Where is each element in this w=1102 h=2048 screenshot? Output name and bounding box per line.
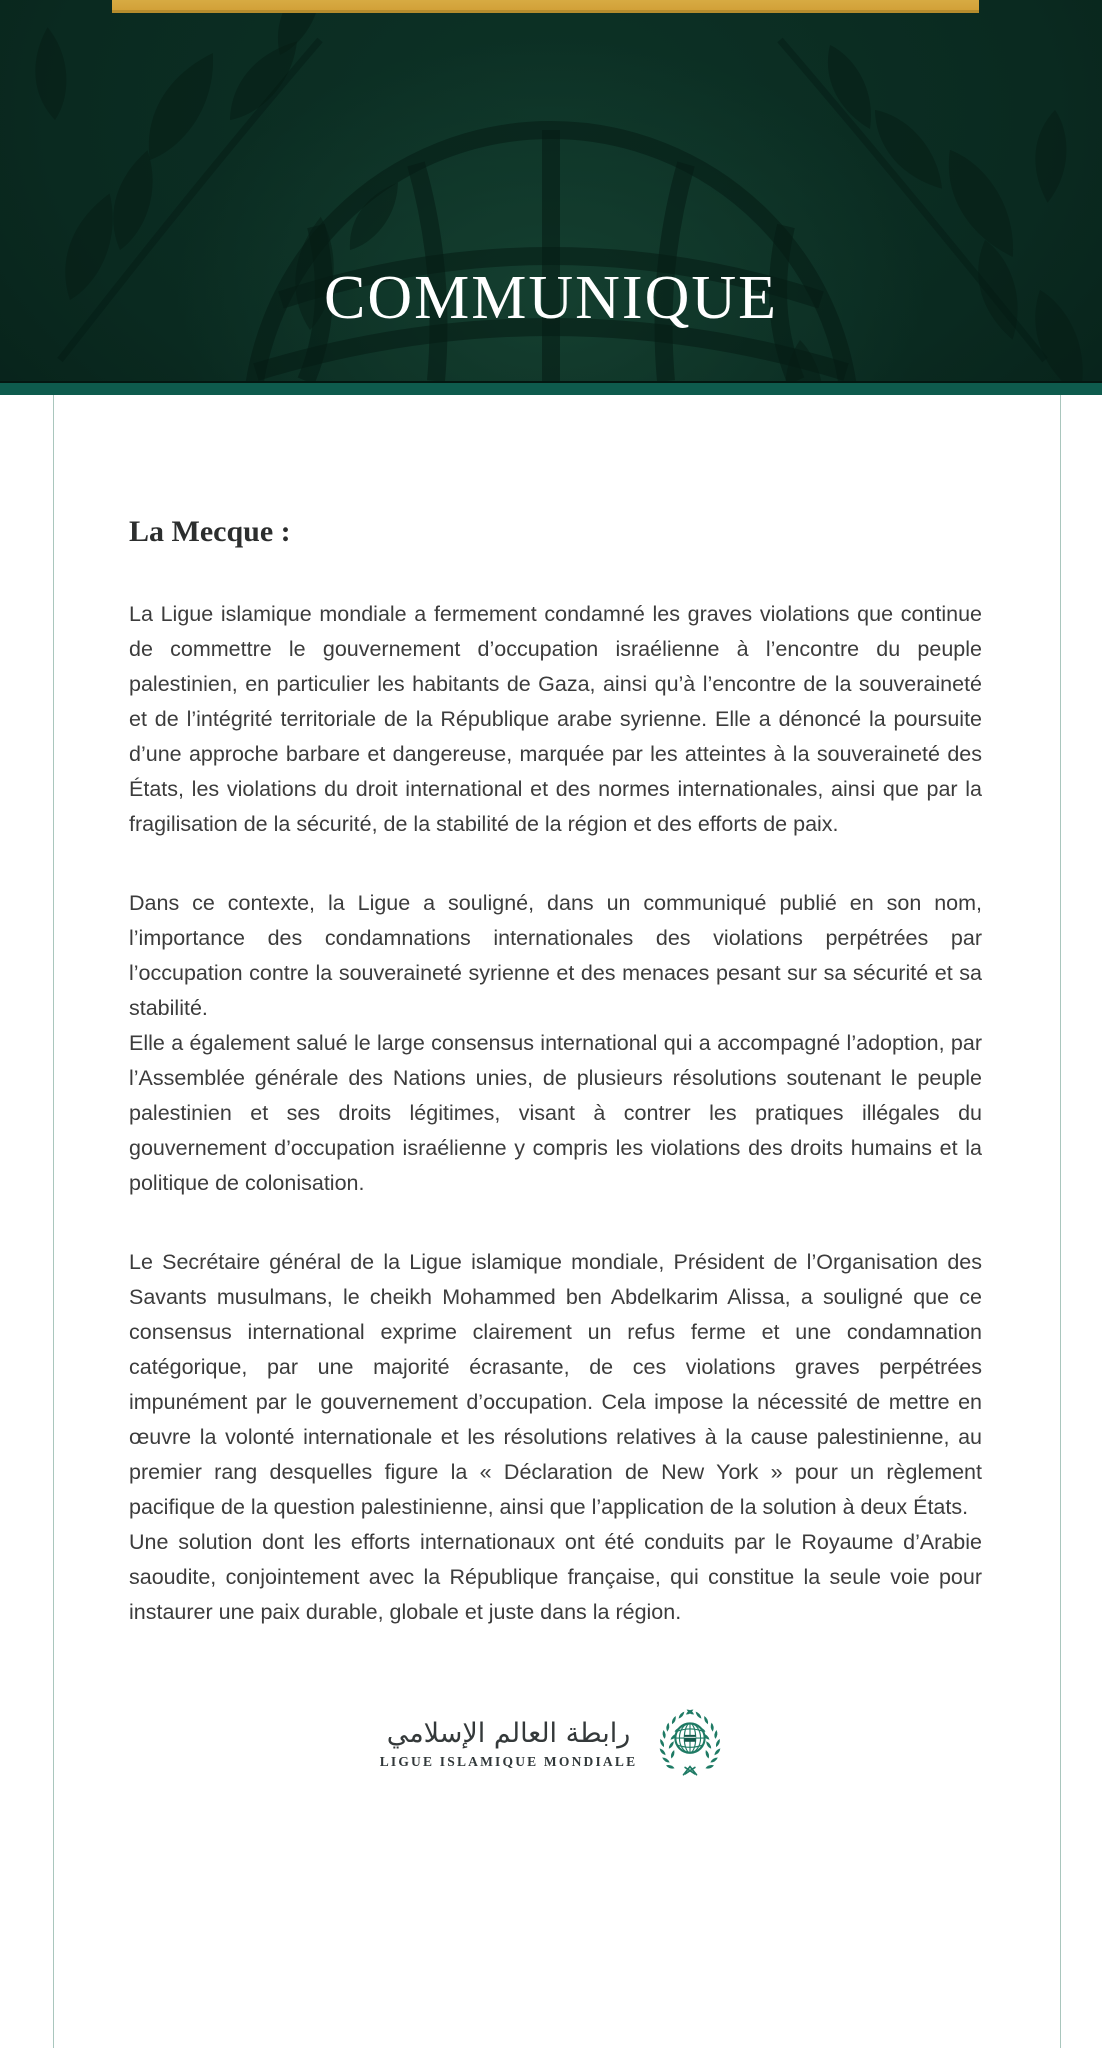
paragraphs-container [129, 597, 982, 1630]
gold-accent-bar [112, 0, 979, 13]
paragraph: La Ligue islamique mondiale a fermement condamné les graves violations que continue de commettre le gouvernement d’occupation israélienne à l’encontre du peuple palestinien, en particulier les habitants de Gaza, ainsi qu’à l’encontre de la souveraineté et de l’intégrité territoriale de la République arabe syrienne. Elle a dénoncé la poursuite d’une approche barbare et dangereuse, marquée par les atteintes à la souveraineté des États, les violations du droit international et des normes internationales, ainsi que par la fragilisation de la sécurité, de la stabilité de la région et des efforts de paix. [129, 602, 982, 836]
paragraph: Elle a également salué le large consensus international qui a accompagné l’adoption, par l’Assemblée générale des Nations unies, de plusieurs résolutions soutenant le peuple palestinien et ses droits légitimes, visant à contrer les pratiques illégales du gouvernement d’occupation israélienne y compris les violations des droits humains et la politique de colonisation. [129, 1031, 982, 1195]
footer-logo [129, 1708, 982, 1778]
paragraph: Le Secrétaire général de la Ligue islamique mondiale, Président de l’Organisation des Savants musulmans, le cheikh Mohammed ben Abdelkarim Alissa, a souligné que ce consensus international exprime clairement un refus ferme et une condamnation catégorique, par une majorité écrasante, de ces violations graves perpétrées impunément par le gouvernement d’occupation. Cela impose la nécessité de mettre en œuvre la volonté internationale et les résolutions relatives à la cause palestinienne, au premier rang desquelles figure la « Déclaration de New York » pour un règlement pacifique de la question palestinienne, ainsi que l’application de la solution à deux États. [129, 1250, 982, 1519]
document-body [129, 395, 982, 1778]
paragraph: Une solution dont les efforts internationaux ont été conduits par le Royaume d’Arabie saoudite, conjointement avec la République française, qui constitue la seule voie pour instaurer une paix durable, globale et juste dans la région. [129, 1530, 982, 1624]
logo-text-block [380, 1717, 638, 1770]
page-title: COMMUNIQUE [324, 264, 778, 332]
teal-divider-band [0, 381, 1102, 395]
logo-caption: LIGUE ISLAMIQUE MONDIALE [379, 1753, 638, 1769]
logo-arabic-calligraphy: رابطة العالم الإسلامي [386, 1717, 631, 1749]
location-heading: La Mecque : [129, 515, 291, 548]
paragraph: Dans ce contexte, la Ligue a souligné, dans un communiqué publié en son nom, l’importance des condamnations internationales des violations perpétrées par l’occupation contre la souveraineté syrienne et des menaces pesant sur sa sécurité et sa stabilité. [129, 891, 982, 1020]
mwl-emblem-icon [649, 1708, 731, 1778]
left-margin-rule [53, 395, 54, 2048]
header-banner [0, 0, 1102, 381]
right-margin-rule [1060, 395, 1061, 2048]
content-panel [0, 395, 1102, 2048]
